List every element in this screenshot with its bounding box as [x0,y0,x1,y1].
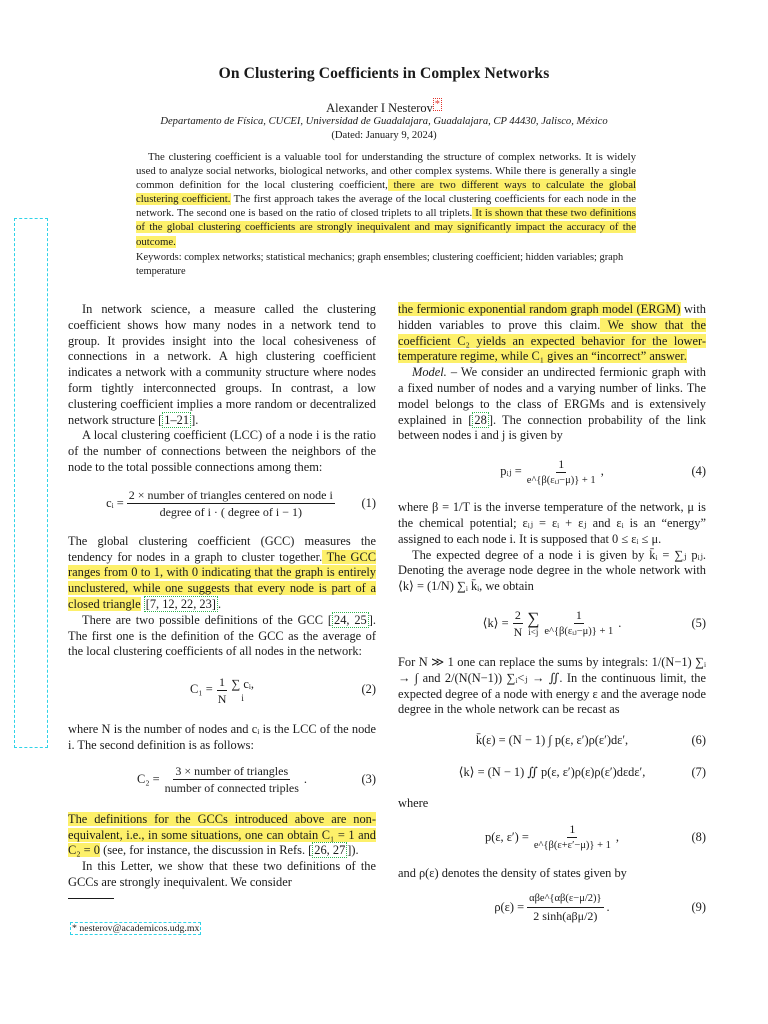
eq4-tail: , [600,464,604,479]
model-label: Model. [412,365,447,380]
author-footnote-mark[interactable]: * [434,99,440,110]
eq9-denominator: 2 sinh(aβμ/2) [533,909,598,924]
eq5-sum-subscript: i<j [528,626,539,637]
right-paragraph-1-text: with hidden variables to prove this claim. [398,302,706,332]
right-paragraph-5: For N ≫ 1 one can replace the sums by integrals: 1/(N−1) ∑ᵢ → ∫ and 2/(N(N−1)) ∑ᵢ<ⱼ → ∬. In the continuous limit, the expected degree of a node with energy ε and the average node degree in the whole network can be recast as [398,654,706,717]
eq9-tail: . [606,899,610,914]
eq5-sum [527,610,539,638]
eq3-lhs: C₂ = [136,771,160,786]
right-column [398,302,706,926]
eq5-prefactor-denominator: N [513,625,523,640]
equation-8 [398,820,706,856]
eq5-prefactor-numerator: 2 [514,608,521,623]
eq1-denominator: degree of i · ( degree of i − 1) [159,505,302,520]
citation-link[interactable]: 1–21 [164,412,190,427]
left-paragraph-6-end: ]). [347,843,359,858]
left-paragraph-5: where N is the number of nodes and cᵢ is the LCC of the node i. The second definition is as follows: [68,722,376,752]
left-paragraph-1 [68,302,376,428]
left-paragraph-6-highlight: The definitions for the GCCs introduced above are non-equivalent, i.e., in some situations, one can obtain C₁ = 1 and C₂ = 0 [68,811,376,858]
affiliation: Departamento de Física, CUCEI, Universidad de Guadalajara, Guadalajara, CP 44430, Jalisco, México [160,116,608,127]
eq8-lhs: p(ε, ε′) = [485,830,529,845]
right-paragraph-2-end: ]. The connection probability of the link between nodes i and j is given by [398,412,706,443]
left-paragraph-3-highlight: The GCC ranges from 0 to 1, with 0 indicating that the graph is entirely unclustered, while one suggests that every node is part of a closed triangle [68,549,376,611]
eq5-prefactor [512,608,525,639]
right-paragraph-3: where β = 1/T is the inverse temperature of the network, μ is the chemical potential; εᵢⱼ = εᵢ + εⱼ and εᵢ is an “energy” assigned to each node i. It is supposed that 0 ≤ εᵢ ≤ μ. [398,500,706,546]
right-paragraph-1-highlight: the fermionic exponential random graph model (ERGM) [398,302,681,316]
eq5-numerator: 1 [575,608,582,623]
eq3-numerator: 3 × number of triangles [175,764,289,779]
eq8-number: (8) [691,830,706,845]
right-paragraph-2-text: – We consider an undirected fermionic graph with a fixed number of nodes and a varying number of links. The model belongs to the class of ERGMs and is extensively explained in [ [398,365,706,427]
eq9-fraction [527,892,603,923]
eq2-number: (2) [361,682,376,697]
margin-annotation-box [14,218,48,748]
eq2-fraction [216,675,229,706]
eq2-numerator: 1 [219,674,226,689]
equation-2 [68,670,376,710]
eq2-denominator: N [217,691,227,706]
abstract [136,150,636,249]
eq3-fraction [163,764,301,795]
left-paragraph-7: In this Letter, we show that these two definitions of the GCCs are strongly inequivalent. We consider [68,859,376,889]
footnote-email-link[interactable]: * nesterov@academicos.udg.mx [72,923,200,934]
eq5-lhs: ⟨k⟩ = [482,616,509,631]
eq4-denominator: e^{β(εᵢⱼ−μ)} + 1 [526,474,596,486]
eq1-fraction [127,488,335,519]
abstract-highlight-1: there are two different ways to calculate the global clustering coefficient. [136,179,636,206]
keywords: Keywords: complex networks; statistical mechanics; graph ensembles; clustering coefficient; hidden variables; graph temperature [136,252,624,277]
eq2-rhs: ∑ cᵢ, [231,676,254,691]
left-paragraph-1-text: In network science, a measure called the clustering coefficient shows how many nodes in a network tend to group. It provides insight into the local cohesiveness of connections in a network. A high clustering coefficient indicates a network with a community structure where nodes form tightly interconnected groups. In contrast, a low clustering coefficient implies a more random or decentralized network structure [ [68,302,376,427]
left-paragraph-3-end: . [217,596,222,611]
left-paragraph-2: A local clustering coefficient (LCC) of a node i is the ratio of the number of connections between the neighbors of the node to the total possible connections among them: [68,428,376,474]
right-paragraph-6: and ρ(ε) denotes the density of states given by [398,865,627,880]
eq7-number: (7) [691,765,706,780]
eq4-fraction [525,457,598,488]
eq5-tail: . [618,616,622,631]
equation-5 [398,603,706,645]
left-column [68,302,376,891]
eq3-number: (3) [361,771,376,786]
abstract-highlight-2: It is shown that these two definitions of the global clustering coefficients are strongly inequivalent and may significantly impact the accuracy of the outcome. [136,207,636,248]
eq6-number: (6) [691,733,706,748]
right-paragraph-4: The expected degree of a node i is given by k̄ᵢ = ∑ⱼ pᵢⱼ. Denoting the average node degree in the whole network with ⟨k⟩ = (1/N) ∑ᵢ k̄ᵢ, we obtain [398,547,706,594]
left-paragraph-3 [68,534,376,613]
equation-9 [398,890,706,926]
equation-7 [398,760,706,786]
eq1-lhs: cᵢ = [106,495,124,510]
left-paragraph-1-end: ]. [191,412,199,427]
eq5-sum-symbol: ∑ [527,608,540,628]
eq7-body: ⟨k⟩ = (N − 1) ∬ p(ε, ε′)ρ(ε)ρ(ε′)dεdε′, [458,765,646,780]
eq8-numerator: 1 [569,822,576,837]
eq8-tail: , [615,830,619,845]
footnote-rule [68,898,114,899]
citation-link[interactable]: 24, 25 [334,612,367,627]
eq9-numerator: αβe^{αβ(ε−μ/2)} [527,892,603,908]
abstract-text-1: The clustering coefficient is a valuable tool for understanding the structure of complex networks. It is widely used to analyze social networks, biological networks, and other complex systems. While there is generally a single common definition for the local clustering coefficient, [136,151,636,192]
title-block [0,66,768,82]
footnote [70,921,201,937]
eq2-subscript: i [241,692,244,703]
equation-6 [398,728,706,754]
equation-3 [68,760,376,800]
eq3-denominator: number of connected triples [164,781,299,796]
equation-1 [68,484,376,524]
eq4-numerator: 1 [558,456,565,471]
eq9-lhs: ρ(ε) = [494,899,525,914]
eq9-number: (9) [691,899,706,914]
eq8-denominator: e^{β(ε+ε′−μ)} + 1 [533,840,611,852]
eq4-lhs: pᵢⱼ = [500,464,522,479]
left-paragraph-4-rest: ]. The first one is the definition of the GCC as the average of the local clustering coefficients of all nodes in the network: [68,612,376,659]
eq2-lhs: C₁ = [190,682,213,697]
left-paragraph-4 [68,613,376,660]
left-paragraph-6 [68,812,376,859]
citation-link[interactable]: 26, 27 [314,843,346,858]
left-paragraph-4-text: There are two possible definitions of the GCC [ [82,612,333,627]
eq1-numerator: 2 × number of triangles centered on node i [128,488,333,503]
author: Alexander I Nesterov [326,101,433,116]
right-paragraph-1-highlight-2: We show that the coefficient C₂ yields an expected behavior for the lower-temperature regime, while C₁ gives an “incorrect” answer. [398,317,706,364]
eq5-number: (5) [691,616,706,631]
citation-link[interactable]: [7, 12, 22, 23] [145,596,216,611]
eq1-number: (1) [361,495,376,510]
dated: (Dated: January 9, 2024) [331,130,437,141]
eq6-body: k̄(ε) = (N − 1) ∫ p(ε, ε′)ρ(ε′)dε′, [475,733,629,748]
eq3-tail: . [303,771,308,786]
page-title: On Clustering Coefficients in Complex Networks [218,65,550,82]
eq2-sum [231,677,254,704]
right-paragraph-2 [398,365,706,444]
eq4-number: (4) [691,464,706,479]
eq8-fraction [532,822,613,853]
right-paragraph-1 [398,302,706,365]
left-paragraph-3-text: The global clustering coefficient (GCC) measures the tendency for nodes in a graph to cluster together. [68,533,376,564]
left-paragraph-6-text: (see, for instance, the discussion in Refs. [ [99,843,313,858]
eq5-denominator: e^{β(εᵢⱼ−μ)} + 1 [544,626,614,638]
eq5-fraction [542,608,615,639]
abstract-text-2: The first approach takes the average of the local clustering coefficients for each node in the network. The second one is based on the ratio of closed triplets to all triplets. [136,193,636,220]
where-label: where [398,796,429,811]
citation-link[interactable]: 28 [474,412,487,427]
equation-4 [398,454,706,490]
